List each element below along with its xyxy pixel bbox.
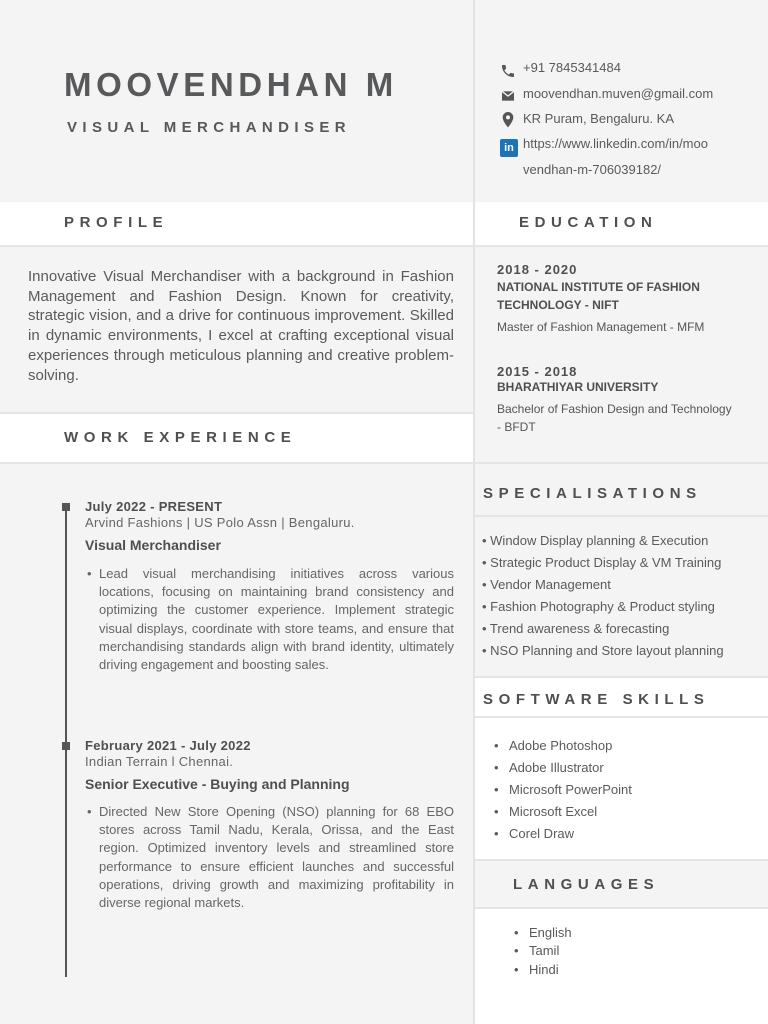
divider (0, 462, 768, 464)
timeline-line (65, 505, 67, 977)
profile-heading: PROFILE (64, 214, 169, 231)
list-item: • Strategic Product Display & VM Training (482, 555, 722, 570)
list-item: • Window Display planning & Execution (482, 533, 709, 548)
divider (475, 859, 768, 861)
languages-heading: LANGUAGES (513, 876, 660, 893)
phone-number: +91 7845341484 (523, 60, 621, 75)
candidate-role: VISUAL MERCHANDISER (67, 119, 352, 136)
linkedin-icon[interactable]: in (500, 139, 518, 157)
work-experience-heading: WORK EXPERIENCE (64, 429, 297, 446)
divider (475, 907, 768, 909)
education-school: NATIONAL INSTITUTE OF FASHION TECHNOLOGY - NIFT (497, 280, 700, 312)
divider (475, 676, 768, 678)
specialisations-heading: SPECIALISATIONS (483, 485, 702, 502)
profile-summary: Innovative Visual Merchandiser with a background in Fashion Management and Fashion Design. Known for creativity, strategic vision, and a drive for continuous improvement. Skilled in dynamic environments, I excel at crafting exceptional visual experiences through meticulous planning and creative problem-solving. (28, 268, 454, 384)
column-divider (473, 0, 475, 1024)
list-item: • Tamil (514, 942, 572, 960)
list-item: • Adobe Photoshop (494, 736, 632, 758)
job-description: • Lead visual merchandising initiatives across various locations, focusing on maintaining brand consistency and optimizing the customer experience. Implement strategic visual displays, coordinate with store teams, and ensure that merchandising standards align with brand identity, ultimately driving engagement and boosting sales. (99, 565, 454, 674)
candidate-name: MOOVENDHAN M (64, 66, 398, 103)
education-degree: Bachelor of Fashion Design and Technology - BFDT (497, 402, 732, 434)
job-title: Visual Merchandiser (85, 537, 221, 553)
list-item: • Microsoft Excel (494, 802, 632, 824)
education-years: 2018 - 2020 (497, 262, 578, 277)
job-organization: Arvind Fashions | US Polo Assn | Bengaluru. (85, 515, 355, 530)
email-address[interactable]: moovendhan.muven@gmail.com (523, 86, 714, 101)
phone-icon (500, 63, 516, 79)
list-item: • Vendor Management (482, 577, 611, 592)
list-item: • Microsoft PowerPoint (494, 780, 632, 802)
job-organization: Indian Terrain l Chennai. (85, 754, 234, 769)
address-text: KR Puram, Bengaluru. KA (523, 111, 675, 126)
job-title: Senior Executive - Buying and Planning (85, 776, 350, 792)
divider (0, 245, 768, 247)
list-item: • Corel Draw (494, 824, 632, 846)
languages-list (514, 924, 572, 979)
software-skills-heading: SOFTWARE SKILLS (483, 691, 710, 708)
specialisations-list (482, 531, 724, 663)
location-pin-icon (500, 111, 516, 129)
list-item: • Adobe Illustrator (494, 758, 632, 780)
list-item: • Hindi (514, 961, 572, 979)
education-heading: EDUCATION (519, 214, 658, 231)
timeline-marker (62, 503, 70, 511)
education-degree: Master of Fashion Management - MFM (497, 320, 705, 334)
mail-icon (500, 88, 516, 104)
education-school: BHARATHIYAR UNIVERSITY (497, 380, 659, 394)
job-date: February 2021 - July 2022 (85, 738, 251, 753)
list-item: • English (514, 924, 572, 942)
linkedin-url-line1[interactable]: https://www.linkedin.com/in/moo (523, 136, 708, 151)
job-date: July 2022 - PRESENT (85, 499, 223, 514)
linkedin-url-line2[interactable]: vendhan-m-706039182/ (523, 162, 662, 177)
education-years: 2015 - 2018 (497, 364, 578, 379)
job-description: • Directed New Store Opening (NSO) planning for 68 EBO stores across Tamil Nadu, Kerala, Orissa, and the East region. Optimized inventory levels and streamlined store performance to ensure efficient launches and successful operations, driving growth and maximizing profitability in diverse regional markets. (99, 803, 454, 912)
divider (475, 515, 768, 517)
list-item: • Fashion Photography & Product styling (482, 599, 715, 614)
list-item: • Trend awareness & forecasting (482, 621, 670, 636)
divider (475, 716, 768, 718)
software-skills-list (494, 736, 632, 846)
list-item: • NSO Planning and Store layout planning (482, 643, 724, 658)
timeline-marker (62, 742, 70, 750)
divider (0, 412, 473, 414)
